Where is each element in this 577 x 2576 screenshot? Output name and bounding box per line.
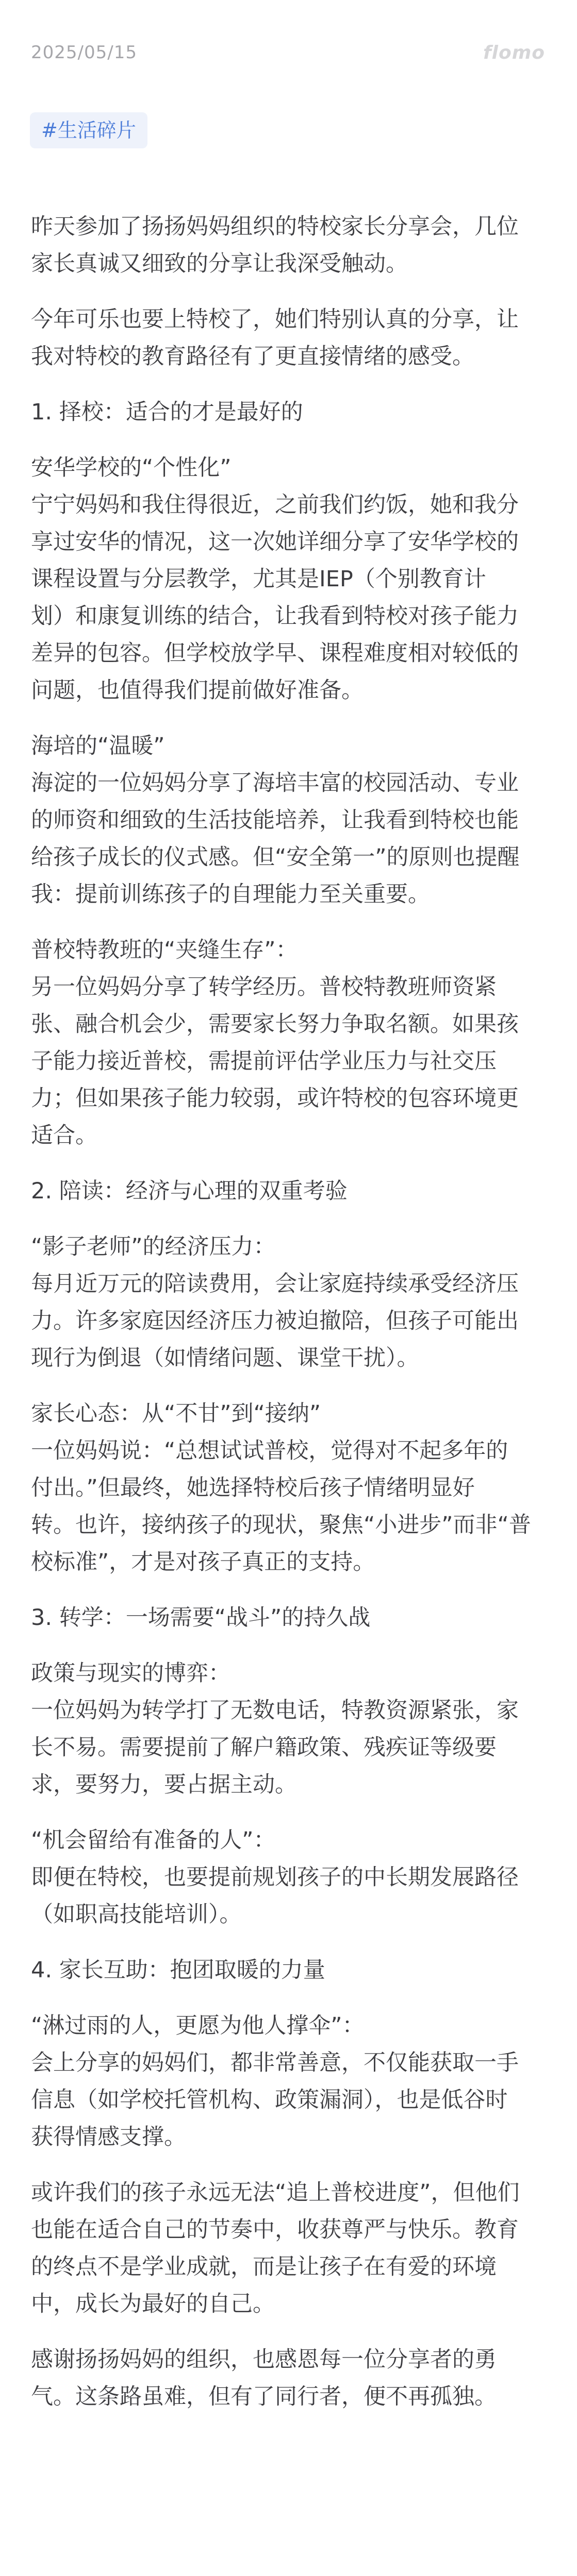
memo-line: 长不易。需要提前了解户籍政策、残疾证等级要: [31, 1735, 497, 1760]
memo-line: 普校特教班的“夹缝生存”：: [31, 937, 298, 963]
memo-line: 问题，也值得我们提前做好准备。: [31, 677, 364, 703]
memo-line: 的师资和细致的生活技能培养，让我看到特校也能: [31, 807, 519, 833]
memo-line: 家长真诚又细致的分享让我深受触动。: [31, 251, 408, 277]
memo-line: 给孩子成长的仪式感。但“安全第一”的原则也提醒: [31, 844, 520, 870]
memo-line: 政策与现实的博弈：: [31, 1660, 230, 1686]
memo-line: 校标准”，才是对孩子真正的支持。: [31, 1549, 375, 1575]
memo-paragraph: [31, 1173, 547, 1210]
memo-paragraph: [31, 1395, 547, 1581]
memo-line: 海淀的一位妈妈分享了海培丰富的校园活动、专业: [31, 770, 519, 796]
memo-line: 或许我们的孩子永远无法“追上普校进度”，但他们: [31, 2180, 520, 2206]
memo-line: 差异的包容。但学校放学早、课程难度相对较低的: [31, 640, 519, 666]
memo-line: 划）和康复训练的结合，让我看到特校对孩子能力: [31, 603, 519, 629]
memo-line: 求，要努力，要占据主动。: [31, 1772, 297, 1798]
memo-paragraph: [31, 931, 547, 1154]
memo-line: 3. 转学：一场需要“战斗”的持久战: [31, 1605, 371, 1631]
memo-paragraph: [31, 1822, 547, 1933]
memo-line: 另一位妈妈分享了转学经历。普校特教班师资紧: [31, 974, 497, 1000]
memo-line: 信息（如学校托管机构、政策漏洞），也是低谷时: [31, 2087, 508, 2113]
memo-paragraph: [31, 727, 547, 913]
memo-paragraph: [31, 2007, 547, 2156]
memo-line: 子能力接近普校，需提前评估学业压力与社交压: [31, 1048, 497, 1074]
memo-line: 力；但如果孩子能力较弱，或许特校的包容环境更: [31, 1086, 519, 1111]
memo-line: 张、融合机会少，需要家长努力争取名额。如果孩: [31, 1011, 519, 1037]
memo-paragraph: [31, 449, 547, 709]
memo-line: 也能在适合自己的节奏中，收获尊严与快乐。教育: [31, 2217, 519, 2243]
memo-line: 气。这条路虽难，但有了同行者，便不再孤独。: [31, 2384, 497, 2410]
memo-paragraph: [31, 394, 547, 431]
memo-line: 享过安华的情况，这一次她详细分享了安华学校的: [31, 529, 519, 555]
memo-line: 转。也许，接纳孩子的现状，聚焦“小进步”而非“普: [31, 1512, 531, 1538]
memo-line: 一位妈妈说：“总想试试普校，觉得对不起多年的: [31, 1438, 508, 1464]
memo-header: [0, 0, 577, 108]
memo-line: “影子老师”的经济压力：: [31, 1234, 276, 1260]
memo-line: 感谢扬扬妈妈的组织，也感恩每一位分享者的勇: [31, 2347, 497, 2372]
memo-line: 今年可乐也要上特校了，她们特别认真的分享，让: [31, 307, 519, 332]
memo-line: 的终点不是学业成就，而是让孩子在有爱的环境: [31, 2254, 497, 2280]
memo-line: 即便在特校，也要提前规划孩子的中长期发展路径: [31, 1865, 519, 1890]
memo-line: 力。许多家庭因经济压力被迫撤陪，但孩子可能出: [31, 1308, 519, 1334]
memo-line: 家长心态：从“不甘”到“接纳”: [31, 1401, 321, 1427]
memo-line: （如职高技能培训）。: [31, 1902, 242, 1927]
memo-paragraph: [31, 1655, 547, 1803]
memo-line: 适合。: [31, 1123, 97, 1148]
memo-line: 付出。”但最终，她选择特校后孩子情绪明显好: [31, 1475, 475, 1501]
memo-line: 昨天参加了扬扬妈妈组织的特校家长分享会，几位: [31, 214, 519, 240]
memo-paragraph: [31, 1599, 547, 1636]
memo-paragraph: [31, 208, 547, 282]
memo-line: “淋过雨的人，更愿为他人撑伞”：: [31, 2013, 365, 2039]
memo-content: [31, 208, 547, 2434]
memo-paragraph: [31, 301, 547, 375]
brand-logo: flomo: [483, 42, 545, 63]
memo-line: 会上分享的妈妈们，都非常善意，不仅能获取一手: [31, 2050, 519, 2076]
memo-line: 现行为倒退（如情绪问题、课堂干扰）。: [31, 1345, 419, 1371]
memo-line: 我：提前训练孩子的自理能力至关重要。: [31, 882, 430, 907]
memo-line: 海培的“温暖”: [31, 733, 165, 759]
memo-paragraph: [31, 2174, 547, 2323]
memo-line: 1. 择校：适合的才是最好的: [31, 399, 303, 425]
memo-line: 我对特校的教育路径有了更直接情绪的感受。: [31, 344, 474, 369]
memo-line: 课程设置与分层教学，尤其是IEP（个别教育计: [31, 566, 486, 592]
memo-line: 4. 家长互助：抱团取暖的力量: [31, 1957, 325, 1983]
memo-paragraph: [31, 2341, 547, 2415]
memo-line: 2. 陪读：经济与心理的双重考验: [31, 1178, 348, 1204]
memo-paragraph: [31, 1228, 547, 1377]
memo-paragraph: [31, 1952, 547, 1989]
memo-line: 每月近万元的陪读费用，会让家庭持续承受经济压: [31, 1271, 519, 1297]
memo-line: 一位妈妈为转学打了无数电话，特教资源紧张，家: [31, 1698, 519, 1723]
memo-line: 宁宁妈妈和我住得很近，之前我们约饭，她和我分: [31, 492, 519, 518]
tag-chip[interactable]: #生活碎片: [30, 112, 147, 148]
memo-line: 获得情感支撑。: [31, 2124, 186, 2150]
memo-line: 中，成长为最好的自己。: [31, 2291, 275, 2317]
memo-line: “机会留给有准备的人”：: [31, 1827, 276, 1853]
memo-date: 2025/05/15: [31, 42, 137, 63]
memo-line: 安华学校的“个性化”: [31, 455, 232, 481]
